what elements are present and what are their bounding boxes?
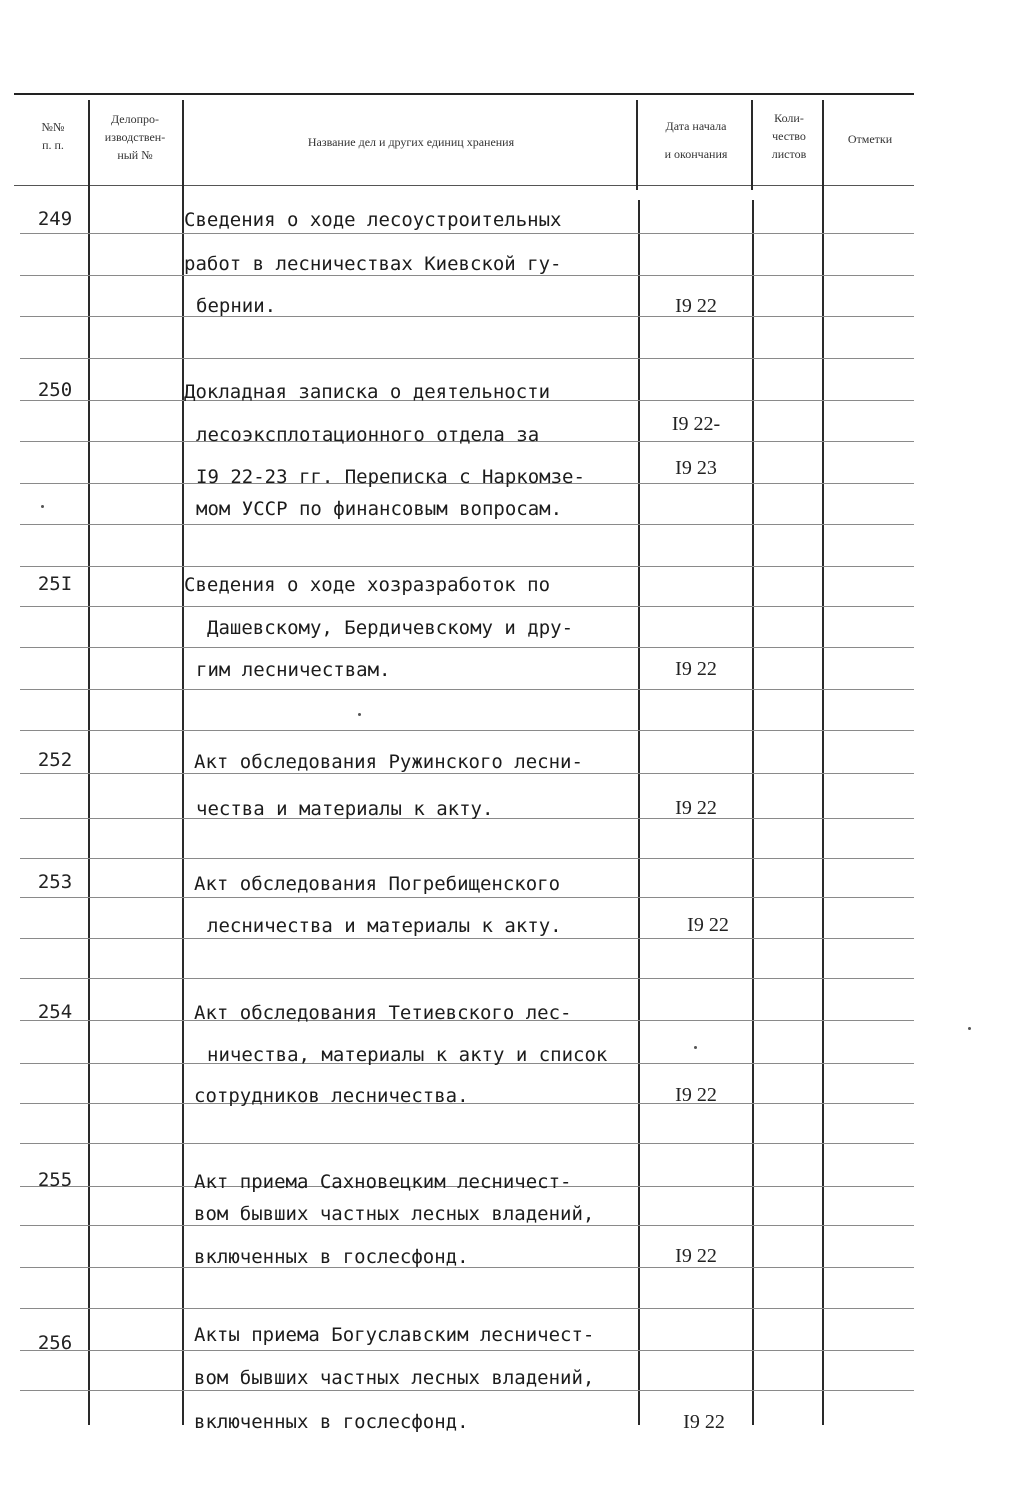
entry-number: 256 <box>37 1332 73 1354</box>
entry-title-line: Акты приема Богуславским лесничест- <box>194 1324 595 1346</box>
ruling <box>20 647 914 648</box>
entry-date-start: I9 22- <box>671 413 721 435</box>
column-rule-4 <box>751 100 753 190</box>
ruling <box>20 730 914 731</box>
entry-title-line: Сведения о ходе хозразработок по <box>184 574 551 596</box>
header-number <box>20 118 86 154</box>
entry-date: I9 22 <box>675 1084 717 1106</box>
header-sheets-line1: Коли- <box>774 111 804 125</box>
header-office-line1: Делопро- <box>110 112 160 126</box>
entry-title-line: включенных в гослесфонд. <box>194 1411 469 1433</box>
entry-title-line: Дашевскому, Бердичевскому и дру- <box>207 617 574 639</box>
header-bottom-rule <box>14 185 914 186</box>
entry-date: I9 22 <box>675 295 717 317</box>
header-number-line2: п. п. <box>42 138 64 152</box>
header-number-line1: №№ <box>41 120 65 134</box>
header-office-line2: изводствен- <box>104 130 166 144</box>
entry-title-line: гим лесничествам. <box>196 659 391 681</box>
header-dates-line1: Дата начала <box>665 119 727 133</box>
entry-date: I9 22 <box>687 914 729 936</box>
header-dates <box>640 117 752 163</box>
ruling <box>20 938 914 939</box>
ruling <box>20 897 914 898</box>
entry-title-line: работ в лесничествах Киевской гу- <box>184 253 562 275</box>
entry-date: I9 22 <box>675 797 717 819</box>
entry-title-line: Акт обследования Тетиевского лес- <box>194 1002 572 1024</box>
header-office-line3: ный № <box>117 148 153 162</box>
entry-title-line: сотрудников лесничества. <box>194 1085 469 1107</box>
scan-speck <box>358 713 361 716</box>
ruling <box>20 316 914 317</box>
entry-title-line: лесоэксплотационного отдела за <box>196 424 540 446</box>
header-title <box>186 133 636 151</box>
header-office-number <box>90 110 180 164</box>
ruling <box>20 858 914 859</box>
column-rule-1 <box>88 100 90 1425</box>
column-rule-3 <box>636 100 638 190</box>
column-rule-2 <box>182 100 184 1425</box>
entry-title-line: вом бывших частных лесных владений, <box>194 1367 595 1389</box>
ruling <box>20 524 914 525</box>
entry-number: 250 <box>37 379 73 401</box>
entry-number: 249 <box>37 208 73 230</box>
entry-title-line: Докладная записка о деятельности <box>184 381 551 403</box>
entry-title-line: бернии. <box>196 295 277 317</box>
ruling <box>20 233 914 234</box>
ruling <box>20 689 914 690</box>
entry-number: 25I <box>37 573 73 595</box>
entry-title-line: лесничества и материалы к акту. <box>207 915 562 937</box>
header-top-rule <box>14 93 914 95</box>
header-notes <box>826 130 914 148</box>
entry-title-line: мом УССР по финансовым вопросам. <box>196 498 563 520</box>
ruling <box>20 1350 914 1351</box>
entry-date-end: I9 23 <box>675 457 717 479</box>
header-title-text: Название дел и других единиц хранения <box>307 135 515 149</box>
header-sheets <box>756 109 822 163</box>
entry-title-line: I9 22-23 гг. Переписка с Наркомзе- <box>196 466 585 488</box>
entry-title-line: ничества, материалы к акту и список <box>207 1044 608 1066</box>
column-rule-5 <box>822 100 824 1425</box>
scan-speck <box>694 1046 697 1049</box>
column-rule-4b <box>752 200 754 1425</box>
ruling <box>20 1143 914 1144</box>
entry-number: 253 <box>37 871 73 893</box>
ruling <box>20 566 914 567</box>
header-sheets-line2: чество <box>772 129 806 143</box>
scan-speck <box>968 1027 971 1030</box>
ruling <box>20 358 914 359</box>
scan-speck <box>41 505 44 508</box>
ruling <box>20 1390 914 1391</box>
entry-title-line: Акт обследования Ружинского лесни- <box>194 751 583 773</box>
entry-date: I9 22 <box>675 1245 717 1267</box>
entry-title-line: Акт обследования Погребищенского <box>194 873 561 895</box>
header-sheets-line3: листов <box>771 147 807 161</box>
ruling <box>20 978 914 979</box>
entry-date: I9 22 <box>675 658 717 680</box>
header-notes-text: Отметки <box>847 132 893 146</box>
entry-number: 252 <box>37 749 73 771</box>
entry-date: I9 22 <box>683 1411 725 1433</box>
entry-number: 254 <box>37 1001 73 1023</box>
ruling <box>20 1308 914 1309</box>
entry-title-line: вом бывших частных лесных владений, <box>194 1203 595 1225</box>
entry-title-line: включенных в гослесфонд. <box>194 1246 469 1268</box>
ruling <box>20 606 914 607</box>
entry-title-line: чества и материалы к акту. <box>196 798 494 820</box>
entry-title-line: Акт приема Сахновецким лесничест- <box>194 1171 572 1193</box>
entry-number: 255 <box>37 1169 73 1191</box>
header-dates-line2: и окончания <box>664 147 728 161</box>
entry-title-line: Сведения о ходе лесоустроительных <box>184 209 562 231</box>
